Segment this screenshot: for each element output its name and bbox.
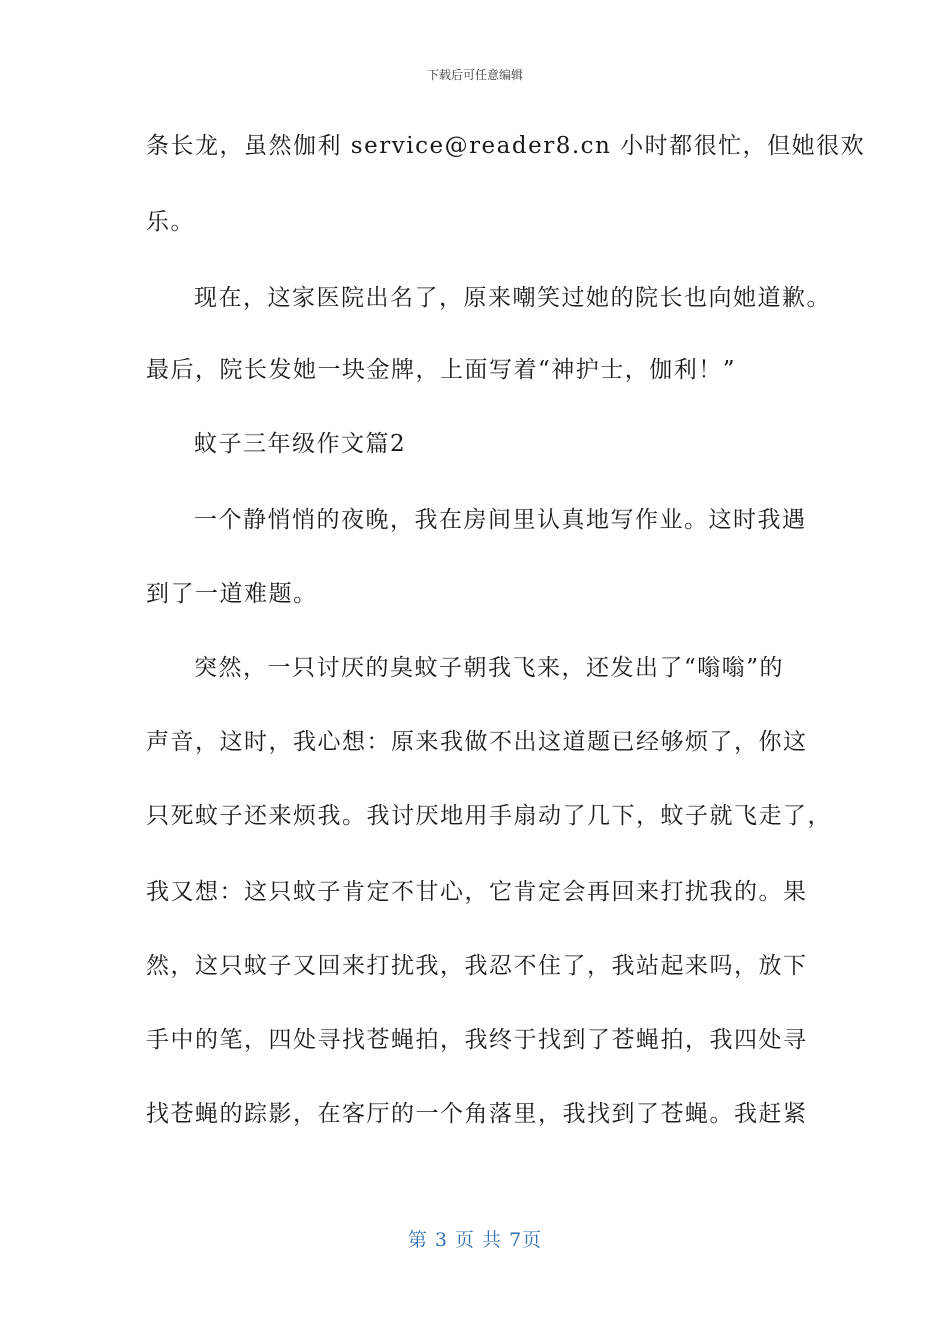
text-line: 条长龙，虽然伽利 service@reader8.cn 小时都很忙，但她很欢 [146, 133, 866, 159]
text-line: 乐。 [146, 209, 195, 235]
text-line: 声音，这时，我心想：原来我做不出这道题已经够烦了，你这 [146, 729, 808, 755]
text-line: 到了一道难题。 [146, 581, 318, 607]
section-heading: 蚊子三年级作文篇2 [194, 431, 407, 457]
paragraph-start: 一个静悄悄的夜晚，我在房间里认真地写作业。这时我遇 [194, 507, 807, 533]
text-line: 我又想：这只蚊子肯定不甘心，它肯定会再回来打扰我的。果 [146, 879, 808, 905]
page-number-label: 第 3 页 共 7页 [407, 1229, 543, 1251]
paragraph-start: 突然，一只讨厌的臭蚊子朝我飞来，还发出了“嗡嗡”的 [194, 655, 785, 681]
text-line: 然，这只蚊子又回来打扰我，我忍不住了，我站起来吗，放下 [146, 953, 808, 979]
text-line: 手中的笔，四处寻找苍蝇拍，我终于找到了苍蝇拍，我四处寻 [146, 1027, 808, 1053]
page-number [0, 1225, 950, 1252]
header-note: 下载后可任意编辑 [426, 68, 523, 82]
text-line: 最后，院长发她一块金牌，上面写着“神护士，伽利！” [146, 357, 737, 383]
paragraph-start: 现在，这家医院出名了，原来嘲笑过她的院长也向她道歉。 [194, 285, 831, 311]
text-line: 只死蚊子还来烦我。我讨厌地用手扇动了几下，蚊子就飞走了， [146, 803, 832, 829]
text-line: 找苍蝇的踪影，在客厅的一个角落里，我找到了苍蝇。我赶紧 [146, 1101, 808, 1127]
